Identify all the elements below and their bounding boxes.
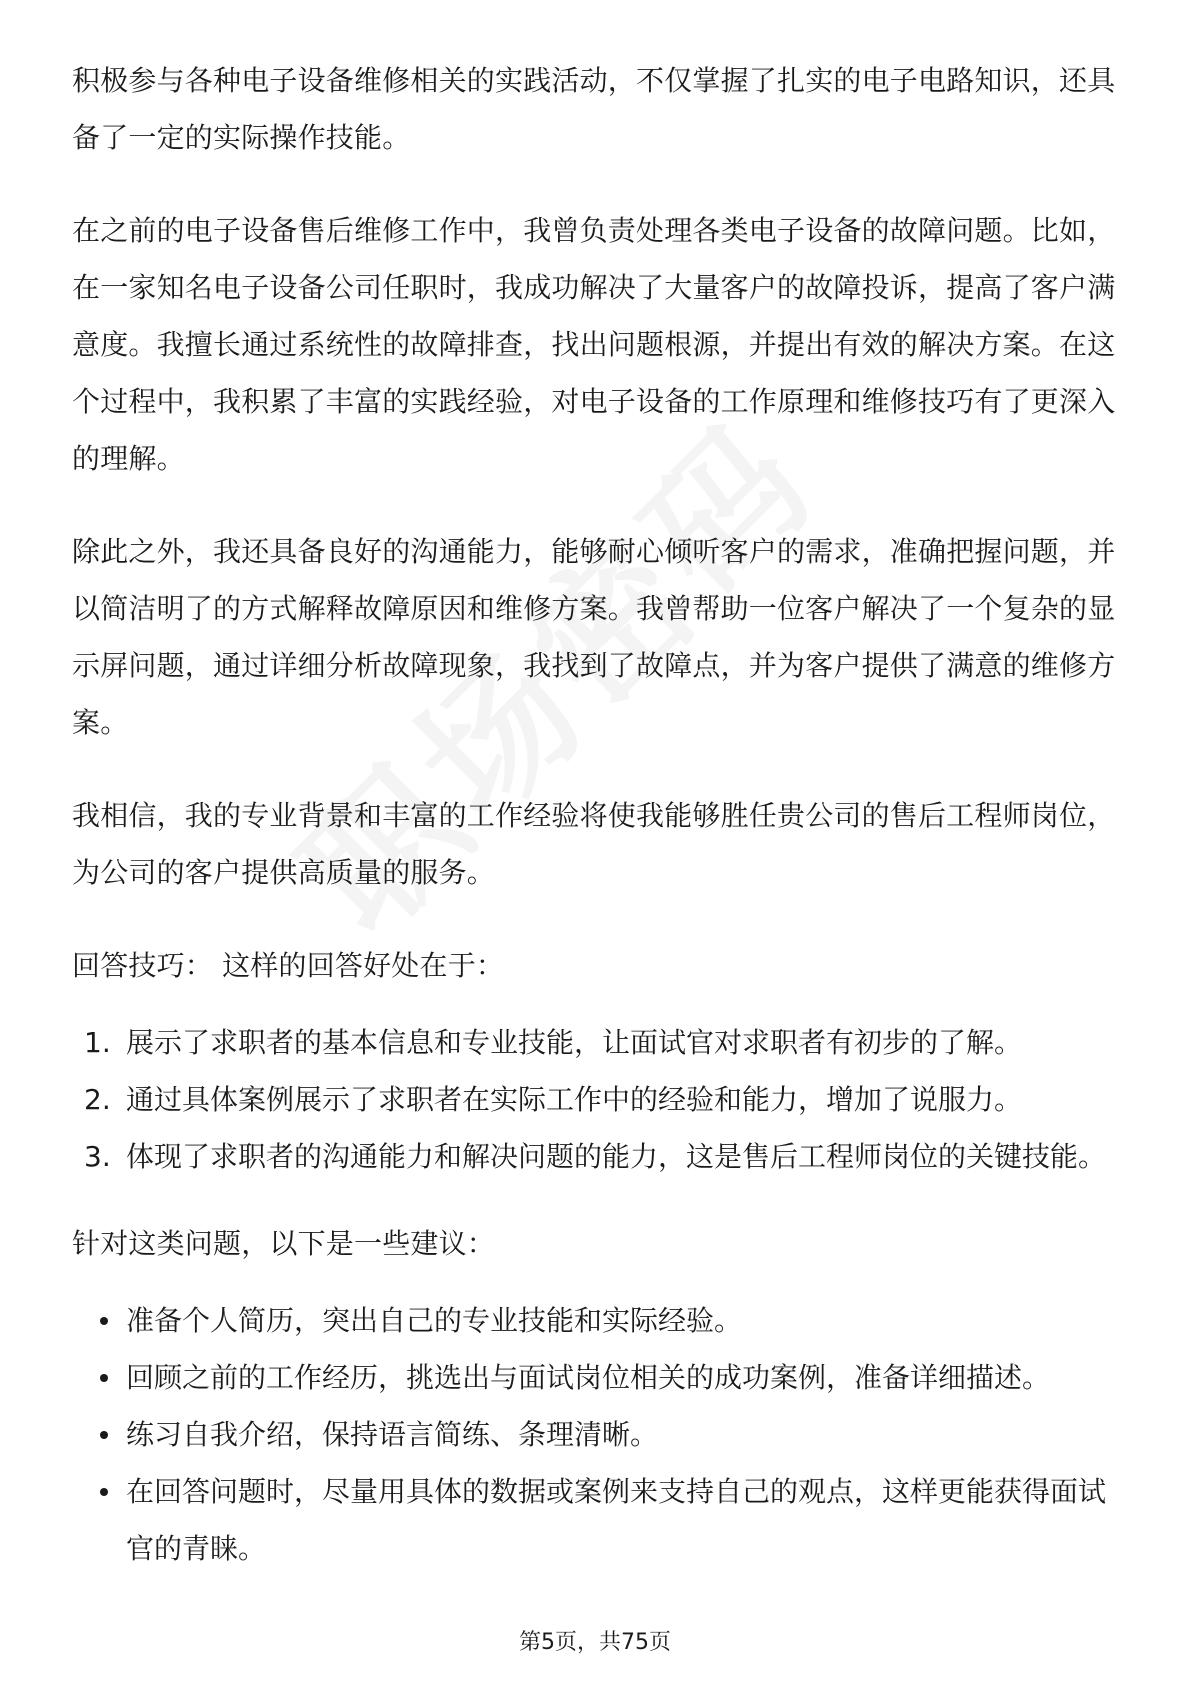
paragraph-3: 除此之外，我还具备良好的沟通能力，能够耐心倾听客户的需求，准确把握问题，并以简洁明了的方式解释故障原因和维修方案。我曾帮助一位客户解决了一个复杂的显示屏问题，通过详细分析故障现象，我找到了故障点，并为客户提供了满意的维修方案。 <box>72 535 1116 739</box>
list-item-text: 在回答问题时，尽量用具体的数据或案例来支持自己的观点，这样更能获得面试官的青睐。 <box>126 1475 1107 1565</box>
paragraph-2: 在之前的电子设备售后维修工作中，我曾负责处理各类电子设备的故障问题。比如，在一家知名电子设备公司任职时，我成功解决了大量客户的故障投诉，提高了客户满意度。我擅长通过系统性的故障排查，找出问题根源，并提出有效的解决方案。在这个过程中，我积累了丰富的实践经验，对电子设备的工作原理和维修技巧有了更深入的理解。 <box>72 214 1116 475</box>
paragraph-4: 我相信，我的专业背景和丰富的工作经验将使我能够胜任贵公司的售后工程师岗位，为公司的客户提供高质量的服务。 <box>72 799 1116 889</box>
list-item-text: 回顾之前的工作经历，挑选出与面试岗位相关的成功案例，准备详细描述。 <box>126 1361 1051 1394</box>
page-footer: 第5页，共75页 <box>519 1630 671 1655</box>
document-body <box>72 52 1124 1607</box>
list-item <box>72 1406 1124 1463</box>
bullet-icon <box>100 1317 108 1325</box>
list-item <box>72 1463 1124 1577</box>
bullet-icon <box>100 1374 108 1382</box>
advice-label: 针对这类问题，以下是一些建议： <box>72 1227 496 1260</box>
bullet-icon <box>100 1488 108 1496</box>
list-item-text: 展示了求职者的基本信息和专业技能，让面试官对求职者有初步的了解。 <box>126 1026 1023 1059</box>
list-number: 3. <box>84 1140 111 1173</box>
list-number: 1. <box>84 1026 111 1059</box>
list-item <box>72 1292 1124 1349</box>
list-item-text: 练习自我介绍，保持语言简练、条理清晰。 <box>126 1418 659 1451</box>
paragraph-1: 积极参与各种电子设备维修相关的实践活动，不仅掌握了扎实的电子电路知识，还具备了一定的实际操作技能。 <box>72 64 1116 154</box>
list-number: 2. <box>84 1083 111 1116</box>
list-item-text: 准备个人简历，突出自己的专业技能和实际经验。 <box>126 1304 743 1337</box>
bullet-icon <box>100 1431 108 1439</box>
list-item-text: 通过具体案例展示了求职者在实际工作中的经验和能力，增加了说服力。 <box>126 1083 1023 1116</box>
list-item <box>72 1014 1124 1071</box>
list-item <box>72 1349 1124 1406</box>
list-item <box>72 1071 1124 1128</box>
tips-label: 回答技巧： 这样的回答好处在于： <box>72 949 505 982</box>
list-item-text: 体现了求职者的沟通能力和解决问题的能力，这是售后工程师岗位的关键技能。 <box>126 1140 1107 1173</box>
advice-list <box>72 1292 1124 1577</box>
list-item <box>72 1128 1124 1185</box>
tips-list <box>72 1014 1124 1185</box>
